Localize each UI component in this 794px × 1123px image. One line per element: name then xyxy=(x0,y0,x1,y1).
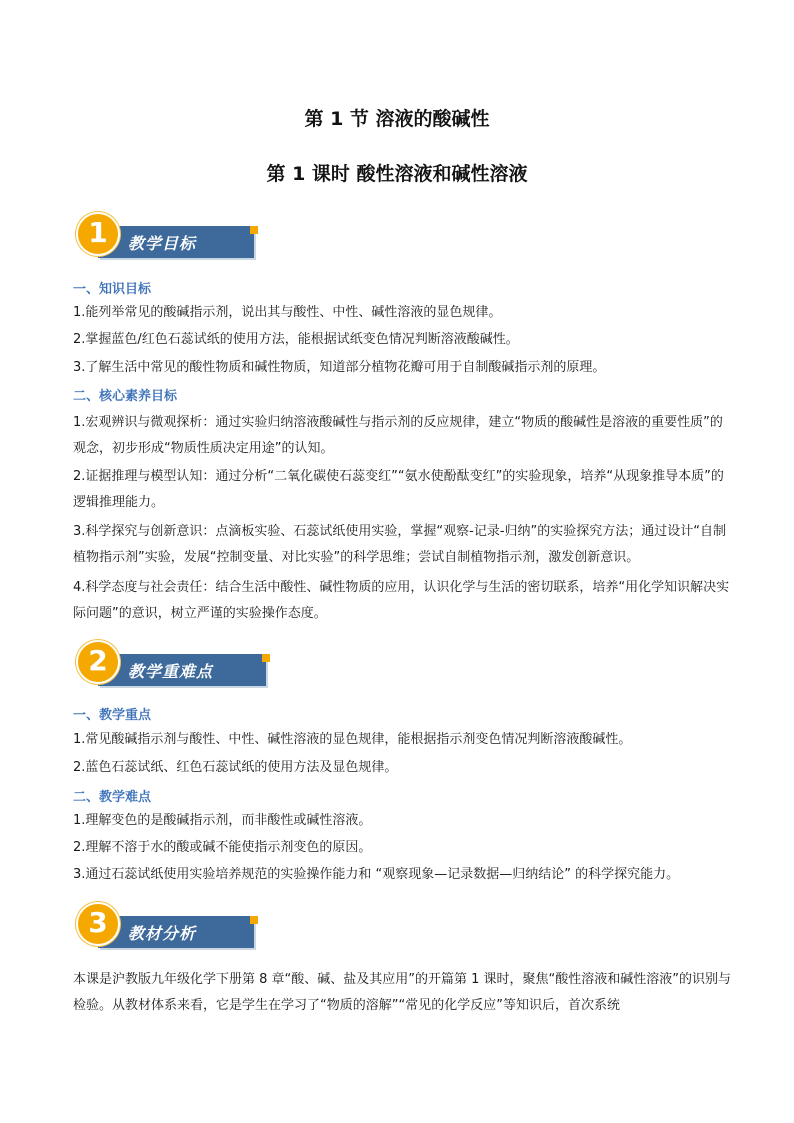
paragraph: 3.通过石蕊试纸使用实验培养规范的实验操作能力和 “观察现象—记录数据—归纳结论” 的科学探究能力。 xyxy=(73,867,680,882)
paragraph: 2.掌握蓝色/红色石蕊试纸的使用方法，能根据试纸变色情况判断溶液酸碱性。 xyxy=(73,332,519,347)
paragraph: 1.能列举常见的酸碱指示剂，说出其与酸性、中性、碱性溶液的显色规律。 xyxy=(73,305,502,320)
paragraph: 2.蓝色石蕊试纸、红色石蕊试纸的使用方法及显色规律。 xyxy=(73,760,398,775)
number-badge: 2 xyxy=(76,640,120,684)
banner-title: 教学重难点 xyxy=(128,662,214,681)
paragraph: 本课是沪教版九年级化学下册第 8 章“酸、碱、盐及其应用”的开篇第 1 课时，聚焦“酸性溶液和碱性溶液”的识别与检验。从教材体系来看，它是学生在学习了“物质的溶解”“常见的化学反应”等知识后，首次系统 xyxy=(73,972,732,1013)
number-badge: 3 xyxy=(76,902,120,946)
paragraph: 3.了解生活中常见的酸性物质和碱性物质，知道部分植物花瓣可用于自制酸碱指示剂的原理。 xyxy=(73,360,606,375)
section-banner-textbook-analysis xyxy=(76,902,266,950)
paragraph: 3.科学探究与创新意识：点滴板实验、石蕊试纸使用实验，掌握“观察-记录-归纳”的实验探究方法；通过设计“自制植物指示剂”实验，发展“控制变量、对比实验”的科学思维；尝试自制植物指示剂，激发创新意识。 xyxy=(73,524,726,565)
banner-bar xyxy=(98,916,254,948)
lesson-title: 第 1 课时 酸性溶液和碱性溶液 xyxy=(266,163,528,185)
subheading-teaching-focus: 一、教学重点 xyxy=(73,708,152,723)
section-banner-key-points xyxy=(76,640,266,688)
decor-square-icon xyxy=(250,916,258,924)
decor-square-icon xyxy=(250,226,258,234)
banner-title: 教学目标 xyxy=(128,234,197,253)
banner-bar xyxy=(98,226,254,258)
subheading-knowledge-goals: 一、知识目标 xyxy=(73,282,152,297)
paragraph: 2.证据推理与模型认知：通过分析“二氧化碳使石蕊变红”“氨水使酚酞变红”的实验现象，培养“从现象推导本质”的逻辑推理能力。 xyxy=(73,469,724,510)
paragraph: 1.常见酸碱指示剂与酸性、中性、碱性溶液的显色规律，能根据指示剂变色情况判断溶液酸碱性。 xyxy=(73,732,632,747)
banner-title: 教材分析 xyxy=(128,924,197,943)
paragraph: 2.理解不溶于水的酸或碱不能使指示剂变色的原因。 xyxy=(73,840,372,855)
paragraph: 1.理解变色的是酸碱指示剂，而非酸性或碱性溶液。 xyxy=(73,813,372,828)
paragraph: 4.科学态度与社会责任：结合生活中酸性、碱性物质的应用，认识化学与生活的密切联系，培养“用化学知识解决实际问题”的意识，树立严谨的实验操作态度。 xyxy=(73,580,730,621)
banner-bar xyxy=(98,654,266,686)
subheading-literacy-goals: 二、核心素养目标 xyxy=(73,389,178,404)
number-badge: 1 xyxy=(76,212,120,256)
subheading-teaching-difficulty: 二、教学难点 xyxy=(73,790,152,805)
section-title: 第 1 节 溶液的酸碱性 xyxy=(304,108,490,130)
paragraph: 1.宏观辨识与微观探析：通过实验归纳溶液酸碱性与指示剂的反应规律，建立“物质的酸碱性是溶液的重要性质”的观念，初步形成“物质性质决定用途”的认知。 xyxy=(73,415,723,456)
decor-square-icon xyxy=(262,654,270,662)
section-banner-teaching-goals xyxy=(76,212,266,260)
